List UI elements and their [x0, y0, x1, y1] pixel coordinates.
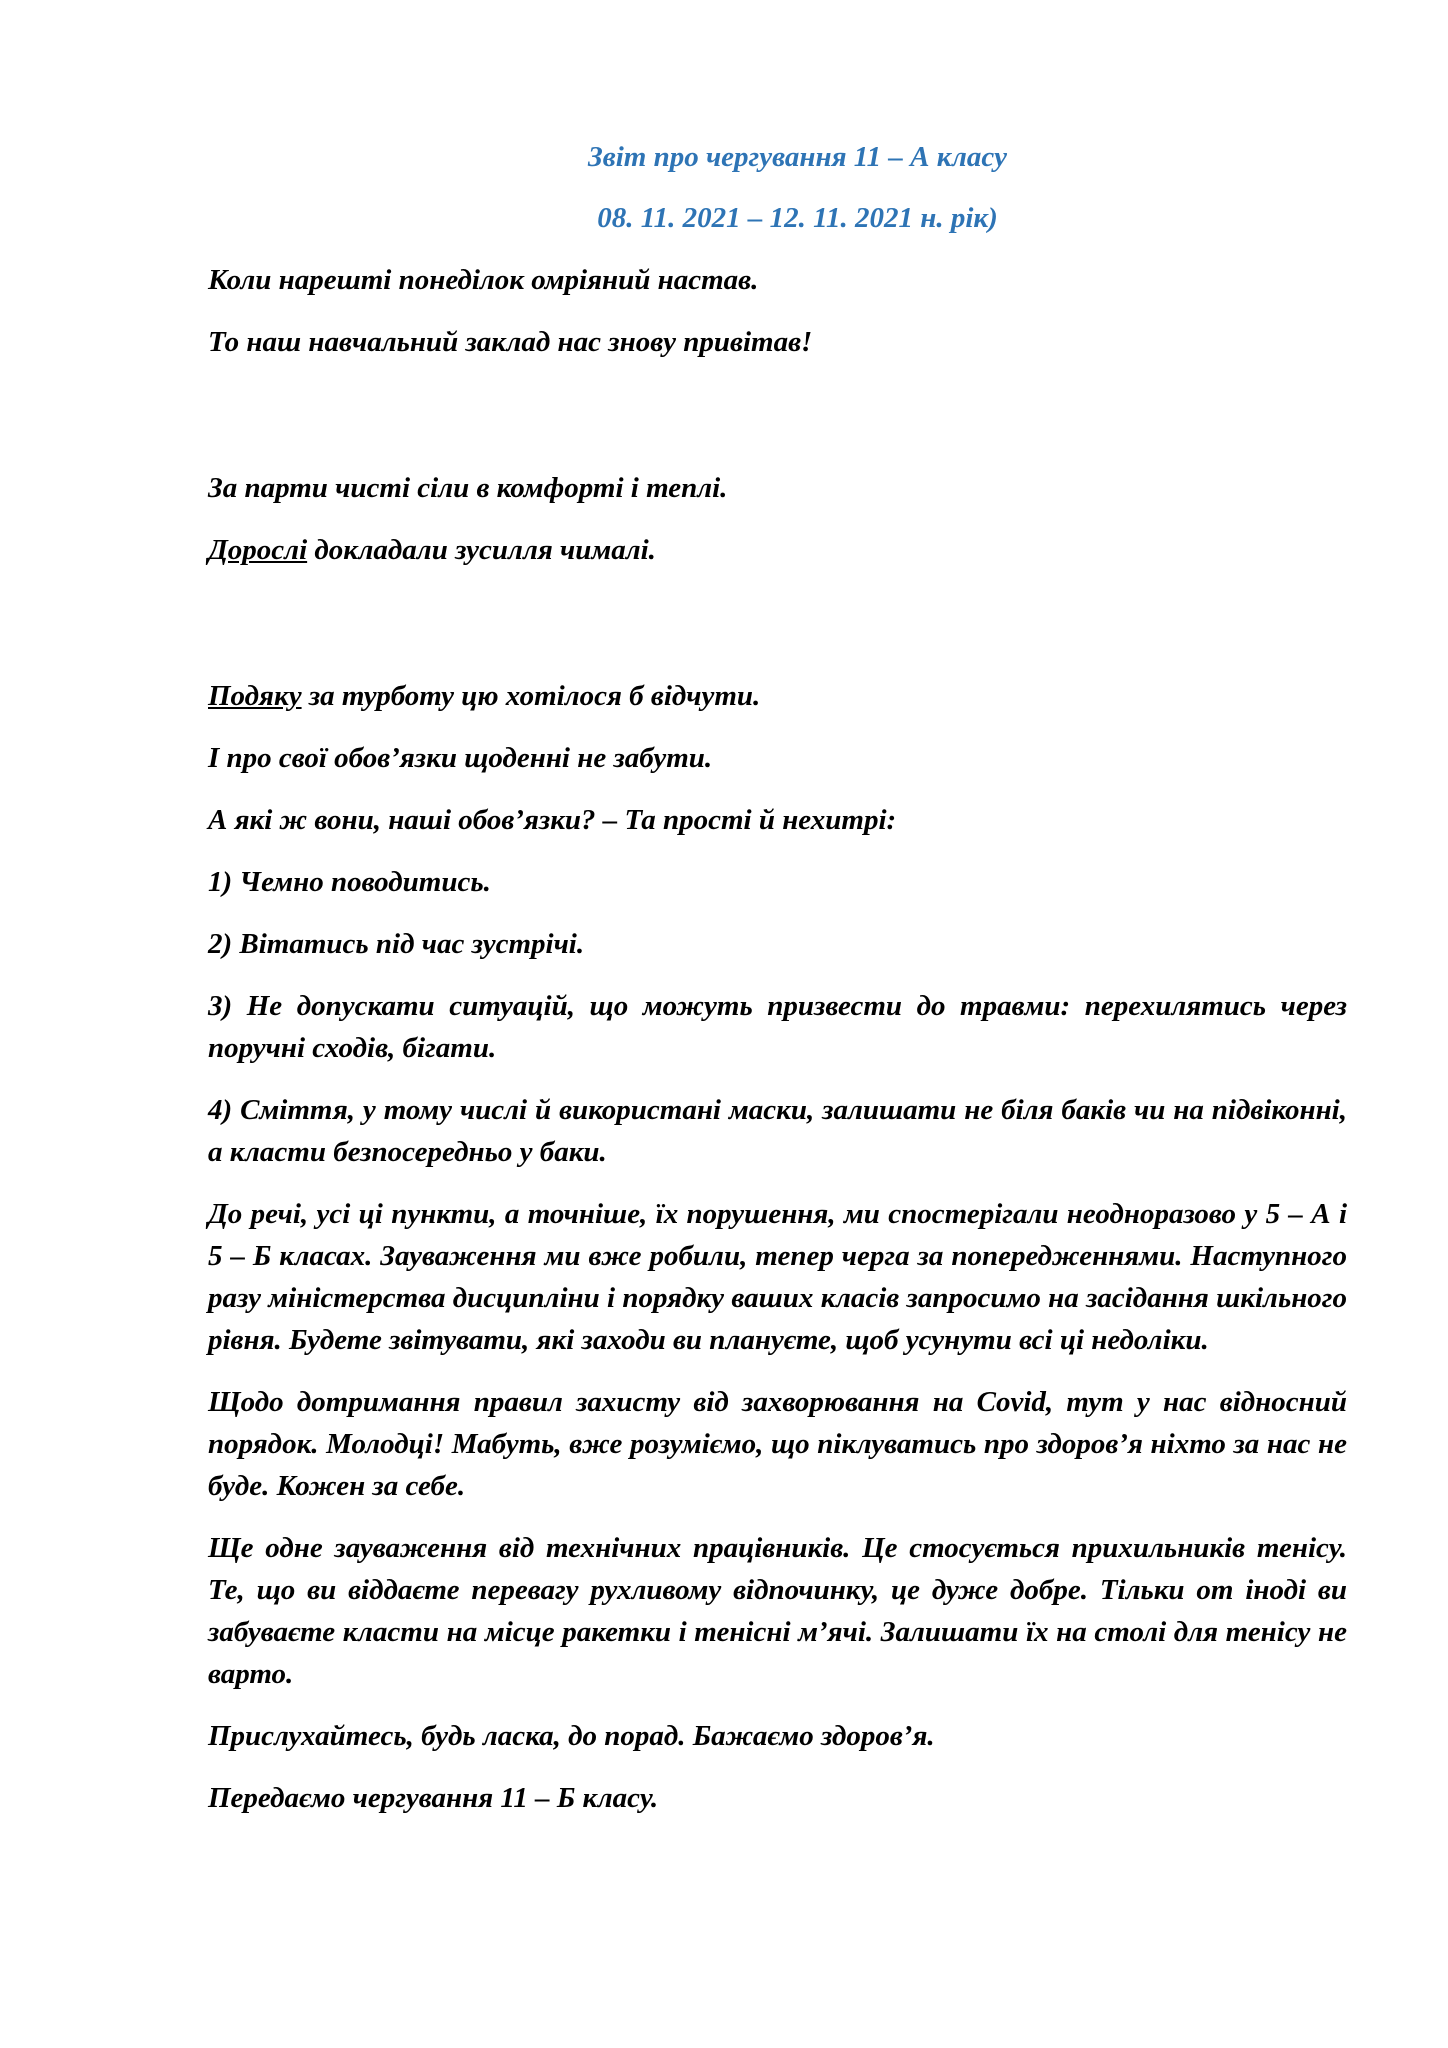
paragraph: Щодо дотримання правил захисту від захворювання на Covid, тут у нас відносний порядок. Молодці! Мабуть, вже розуміємо, що піклуватись про здоров’я ніхто за нас не буде. Кожен за себе. — [208, 1386, 1347, 1502]
stanza3-line2: І про свої обов’язки щоденні не забути. — [208, 742, 713, 774]
underlined-word: Подяку — [208, 680, 302, 712]
rule-item: 2) Вітатись під час зустрічі. — [208, 928, 585, 960]
stanza3-line1-rest: за турботу цю хотілося б відчути. — [301, 680, 761, 712]
rule-item: 4) Сміття, у тому числі й використані маски, залишати не біля баків чи на підвіконні, а класти безпосередньо у баки. — [208, 1094, 1347, 1168]
report-date-range: 08. 11. 2021 – 12. 11. 2021 н. рік) — [597, 202, 998, 234]
report-body — [208, 138, 1347, 1819]
report-title: Звіт про чергування 11 – А класу — [588, 141, 1007, 173]
paragraph: До речі, усі ці пункти, а точніше, їх порушення, ми спостерігали неодноразово у 5 – А і 5 – Б класах. Зауваження ми вже робили, тепер черга за попередженнями. Наступного разу міністерства дисципліни і порядку ваших класів запросимо на засідання шкільного рівня. Будете звітувати, які заходи ви плануєте, щоб усунути всі ці недоліки. — [208, 1198, 1347, 1356]
rule-item: 1) Чемно поводитись. — [208, 866, 491, 898]
paragraph: Ще одне зауваження від технічних працівників. Це стосується прихильників тенісу. Те, що ви віддаєте перевагу рухливому відпочинку, це дуже добре. Тільки от іноді ви забуваєте класти на місце ракетки і тенісні м’ячі. Залишати їх на столі для тенісу не варто. — [208, 1532, 1347, 1690]
stanza2-line1: За парти чисті сіли в комфорті і теплі. — [208, 472, 728, 504]
stanza1-line1: Коли нарешті понеділок омріяний настав. — [208, 264, 759, 296]
stanza2-line2-rest: докладали зусилля чималі. — [307, 534, 656, 566]
paragraph: Прислухайтесь, будь ласка, до порад. Бажаємо здоров’я. — [208, 1720, 935, 1752]
rule-item: 3) Не допускати ситуацій, що можуть призвести до травми: перехилятись через поручні сходів, бігати. — [208, 990, 1347, 1064]
stanza2-line2 — [208, 529, 1347, 571]
closing-line: Передаємо чергування 11 – Б класу. — [208, 1782, 659, 1814]
stanza3-line1 — [208, 675, 1347, 717]
stanza1-line2: То наш навчальний заклад нас знову привітав! — [208, 326, 813, 358]
stanza3-line3: А які ж вони, наші обов’язки? – Та прості й нехитрі: — [208, 804, 897, 836]
underlined-word: Дорослі — [208, 534, 308, 566]
